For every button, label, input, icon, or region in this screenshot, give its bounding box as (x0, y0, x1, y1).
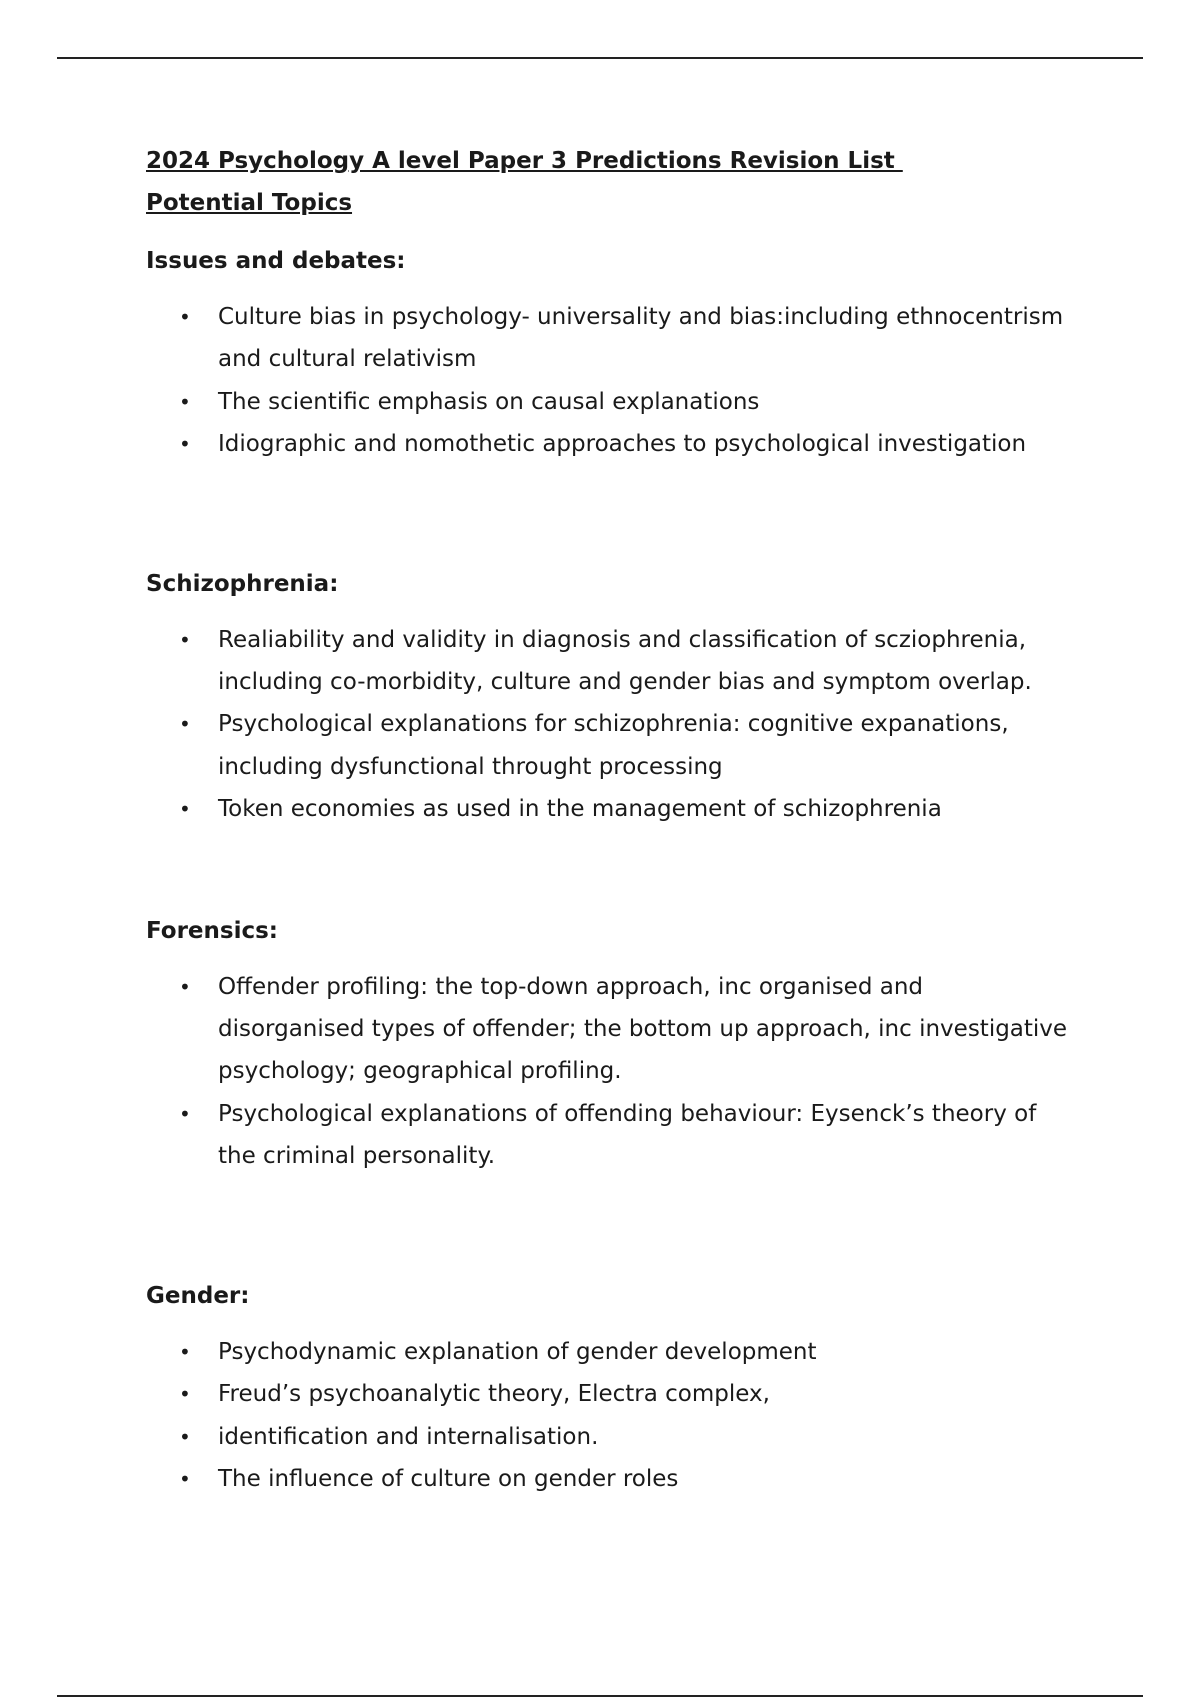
list-item-text: Token economies as used in the management of schizophrenia (218, 796, 942, 823)
bullet-icon: • (179, 1101, 191, 1126)
bullet-icon: • (179, 389, 191, 414)
bullet-icon: • (179, 797, 191, 822)
list-item-text: identification and internalisation. (218, 1423, 599, 1450)
list-item (146, 703, 1076, 788)
bullet-icon: • (179, 1424, 191, 1449)
section-heading: Gender: (146, 1282, 250, 1309)
list-item-text: Offender profiling: the top-down approach, inc organised and disorganised types of offender; the bottom up approach, inc investigative psychology; geographical profiling. (218, 973, 1068, 1085)
bullet-icon: • (179, 1382, 191, 1407)
bullet-icon: • (179, 974, 191, 999)
bullet-list (146, 619, 1076, 831)
section-issues-and-debates (146, 240, 1076, 466)
list-item-text: Psychological explanations of offending behaviour: Eysenck’s theory of the criminal personality. (218, 1100, 1037, 1170)
list-item (146, 381, 1076, 423)
footer-rule (57, 1695, 1143, 1697)
list-item (146, 1331, 1076, 1373)
list-item (146, 1093, 1076, 1178)
list-item-text: Realiability and validity in diagnosis and classification of scziophrenia, including co-morbidity, culture and gender bias and symptom overlap. (218, 626, 1032, 696)
list-item (146, 788, 1076, 830)
bullet-list (146, 1331, 1076, 1501)
document-title-line-2: Potential Topics (146, 190, 353, 216)
section-forensics (146, 910, 1076, 1178)
bullet-list (146, 296, 1076, 466)
list-item (146, 423, 1076, 465)
bullet-icon: • (179, 432, 191, 457)
bullet-icon: • (179, 627, 191, 652)
list-item-text: Idiographic and nomothetic approaches to psychological investigation (218, 431, 1027, 458)
list-item (146, 619, 1076, 704)
list-item (146, 1458, 1076, 1500)
list-item (146, 1373, 1076, 1415)
section-heading: Issues and debates: (146, 248, 406, 274)
list-item-text: Culture bias in psychology- universality and bias:including ethnocentrism and cultural relativism (218, 304, 1064, 373)
header-rule (57, 57, 1143, 59)
section-heading: Schizophrenia: (146, 570, 339, 597)
list-item (146, 966, 1076, 1093)
list-item (146, 296, 1076, 381)
document-body (146, 140, 1076, 1500)
section-schizophrenia (146, 563, 1076, 831)
bullet-list (146, 966, 1076, 1178)
list-item-text: The scientific emphasis on causal explanations (218, 388, 760, 415)
bullet-icon: • (179, 1466, 191, 1491)
list-item-text: The influence of culture on gender roles (218, 1465, 679, 1492)
list-item (146, 1416, 1076, 1458)
list-item-text: Psychodynamic explanation of gender development (218, 1338, 817, 1365)
bullet-icon: • (179, 712, 191, 737)
document-title-line-1: 2024 Psychology A level Paper 3 Predictions Revision List (146, 148, 903, 174)
bullet-icon: • (179, 1339, 191, 1364)
list-item-text: Psychological explanations for schizophrenia: cognitive expanations, including dysfunctional throught processing (218, 711, 1009, 780)
section-heading: Forensics: (146, 917, 278, 944)
list-item-text: Freud’s psychoanalytic theory, Electra complex, (218, 1381, 770, 1408)
section-gender (146, 1275, 1076, 1501)
bullet-icon: • (179, 305, 191, 329)
